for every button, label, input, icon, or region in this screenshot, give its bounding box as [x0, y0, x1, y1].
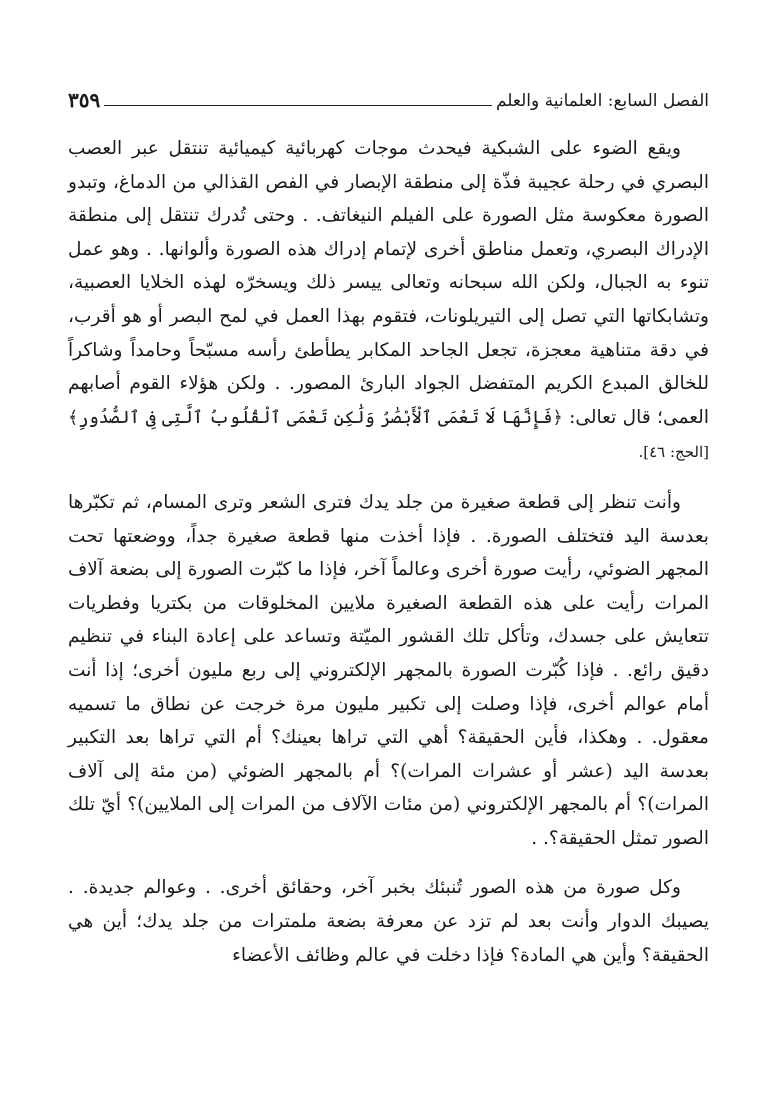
paragraph-text: ويقع الضوء على الشبكية فيحدث موجات كهربائية كيميائية تنتقل عبر العصب البصري في رحلة عجيبة فذّة إلى منطقة الإبصار في الفص القذالي من الدماغ، وتبدو الصورة معكوسة مثل الصورة على الفيلم النيغاتف. . وحتى تُدرك تنتقل إلى منطقة الإدراك البصري، وتعمل مناطق أخرى لإتمام إدراك هذه الصورة وألوانها. . وهو عمل تنوء به الجبال، ولكن الله سبحانه وتعالى ييسر ذلك ويسخرّه لهذه الخلايا العصبية، وتشابكاتها التي تصل إلى التيريلونات، فتقوم بهذا العمل في لمح البصر أو هو أقرب، في دقة متناهية معجزة، تجعل الجاحد المكابر يطأطئ رأسه مسبّحاً وحامداً وشاكراً للخالق المبدع الكريم المتفضل الجواد البارئ المصور. . ولكن هؤلاء القوم أصابهم العمى؛ قال تعالى: — [68, 138, 709, 428]
quran-verse: ﴿فَإِنَّهَا لَا تَعْمَى ٱلْأَبْصَٰرُ وَلَٰكِن تَعْمَى ٱلْقُلُوبُ ٱلَّتِى فِى ٱلصُّدُورِ﴾ — [68, 407, 563, 428]
book-page — [68, 84, 709, 1099]
chapter-title: الفصل السابع: العلمانية والعلم — [495, 91, 709, 111]
header-rule — [104, 105, 492, 106]
page-number: ٣٥٩ — [68, 88, 101, 112]
verse-citation: [الحج: ٤٦]. — [638, 443, 709, 462]
running-header — [68, 84, 709, 110]
paragraph-skin-magnification: وأنت تنظر إلى قطعة صغيرة من جلد يدك فترى الشعر وترى المسام، ثم تكبّرها بعدسة اليد فتختلف الصورة. . فإذا أخذت منها قطعة صغيرة جداً، ووضعتها تحت المجهر الضوئي، رأيت صورة أخرى وعالماً آخر، فإذا ما كبّرت الصورة إلى بضعة آلاف المرات رأيت على هذه القطعة الصغيرة ملايين المخلوقات من بكتريا وفطريات تتعايش على جسدك، وتأكل تلك القشور الميّتة وتساعد على إعادة البناء في تنظيم دقيق رائع. . فإذا كُبّرت الصورة بالمجهر الإلكتروني إلى ربع مليون أخرى؛ إذا أنت أمام عوالم أخرى، فإذا وصلت إلى تكبير مليون مرة خرجت عن نطاق ما تسميه معقول. . وهكذا، فأين الحقيقة؟ أهي التي تراها بعينك؟ أم التي تراها بعد التكبير بعدسة اليد (عشر أو عشرات المرات)؟ أم بالمجهر الضوئي (من مئة إلى آلاف المرات)؟ أم بالمجهر الإلكتروني (من مئات الآلاف من المرات إلى الملايين)؟ أيّ تلك الصور تمثل الحقيقة؟. . — [68, 491, 709, 849]
paragraph-truth: وكل صورة من هذه الصور تُنبئك بخبر آخر، وحقائق أخرى. . وعوالم جديدة. . يصيبك الدوار وأنت بعد لم تزد عن معرفة بضعة ملمترات من جلد يدك؛ أين هي الحقيقة؟ وأين هي المادة؟ فإذا دخلت في عالم وظائف الأعضاء — [68, 877, 709, 966]
paragraph-vision — [68, 132, 709, 470]
